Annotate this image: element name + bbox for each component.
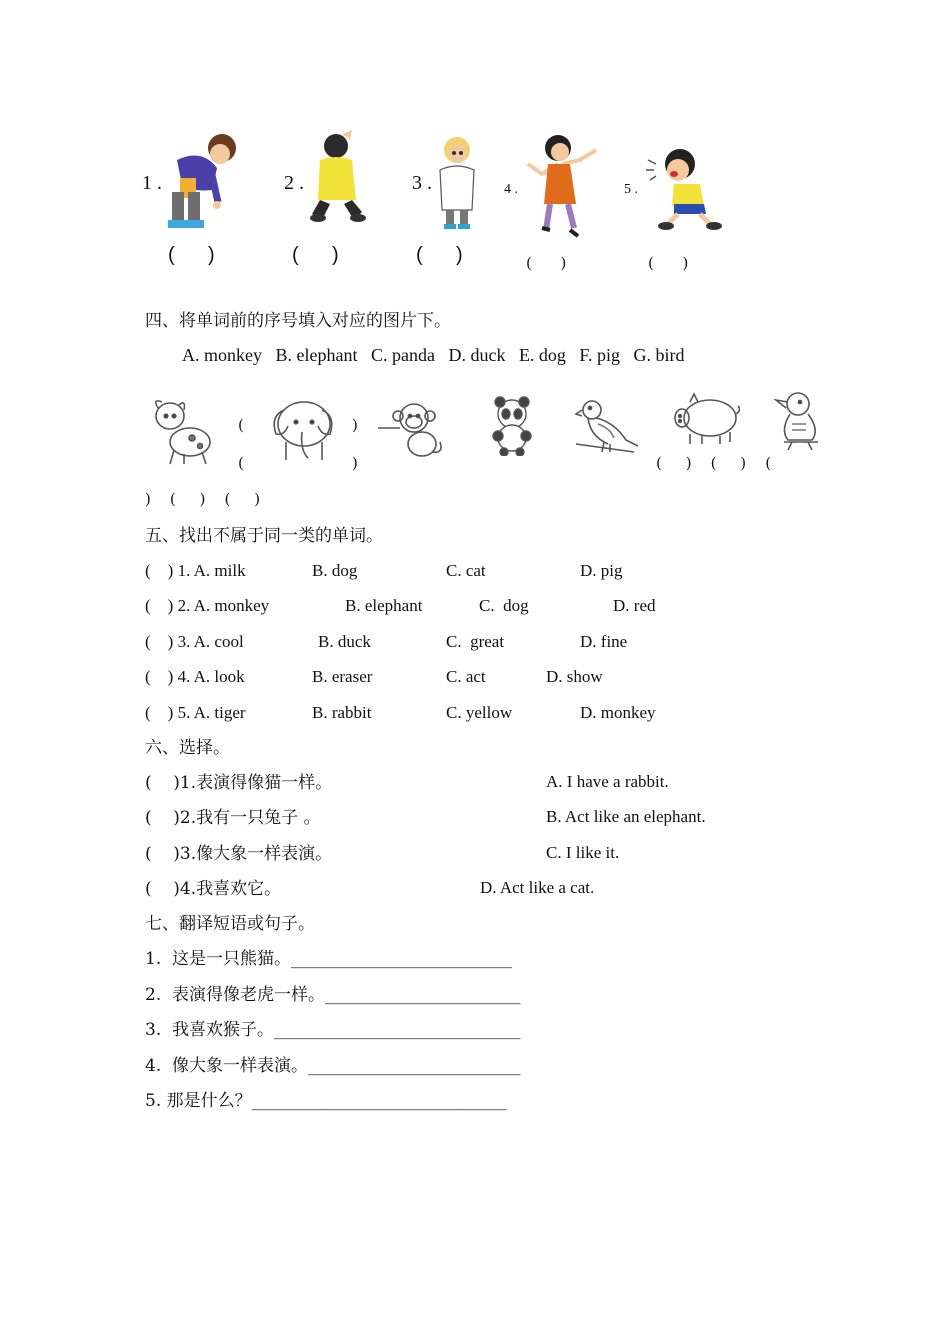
option-c: C. act xyxy=(446,667,486,686)
section7-title: 七、翻译短语或句子。 xyxy=(145,914,315,934)
dog-picture xyxy=(148,394,216,466)
option-b: B. dog xyxy=(312,561,358,580)
answer-parens-row3[interactable]: ) ( ) ( ) xyxy=(145,490,261,508)
item-number-1: 1 . xyxy=(142,172,162,194)
bird-picture xyxy=(574,396,640,458)
translate-item-2[interactable]: 2. 表演得像老虎一样。_______________________ xyxy=(145,985,521,1005)
translate-item-1[interactable]: 1. 这是一只熊猫。__________________________ xyxy=(145,949,513,969)
section4-title: 四、将单词前的序号填入对应的图片下。 xyxy=(145,311,451,331)
answer-paren-5[interactable]: ( ) xyxy=(648,254,689,272)
elephant-picture xyxy=(266,392,338,464)
match-answer-a: A. I have a rabbit. xyxy=(546,772,669,791)
option-c: C. yellow xyxy=(446,703,513,722)
translate-item-3[interactable]: 3. 我喜欢猴子。_____________________________ xyxy=(145,1020,521,1040)
girl-dancing-picture xyxy=(524,130,602,242)
answer-paren-3[interactable]: ( ) xyxy=(416,244,463,266)
row-question: ( ) 3. A. cool xyxy=(145,632,244,651)
match-question-4: ( )4.我喜欢它。 xyxy=(145,879,282,899)
monkey-picture xyxy=(376,398,448,462)
option-d: D. show xyxy=(546,667,603,686)
item-number-5: 5 . xyxy=(624,182,638,197)
section4-word-list: A. monkey B. elephant C. panda D. duck E. dog F. pig G. bird xyxy=(182,345,685,365)
option-d: D. red xyxy=(613,596,656,615)
pig-picture xyxy=(672,392,740,446)
translate-item-5[interactable]: 5. 那是什么？______________________________ xyxy=(145,1091,507,1111)
boy-shouting-picture xyxy=(644,146,726,232)
option-b: B. eraser xyxy=(312,667,373,686)
elephant-answer-open: ( xyxy=(238,454,244,472)
option-c: C. cat xyxy=(446,561,486,580)
match-question-1: ( )1.表演得像猫一样。 xyxy=(145,773,333,793)
match-question-2: ( )2.我有一只兔子 。 xyxy=(145,808,321,828)
answer-paren-2[interactable]: ( ) xyxy=(292,244,339,266)
item-number-4: 4 . xyxy=(504,182,518,197)
duck-picture xyxy=(770,390,830,452)
section6-title: 六、选择。 xyxy=(145,738,230,758)
option-d: D. monkey xyxy=(580,703,656,722)
item-number-2: 2 . xyxy=(284,172,304,194)
girl-jumping-picture xyxy=(306,130,368,230)
match-answer-d: D. Act like a cat. xyxy=(480,878,595,897)
answer-paren-1[interactable]: ( ) xyxy=(168,244,215,266)
match-answer-b: B. Act like an elephant. xyxy=(546,807,706,826)
option-b: B. elephant xyxy=(345,596,423,615)
boy-bending-picture xyxy=(162,130,242,232)
row-question: ( ) 1. A. milk xyxy=(145,561,246,580)
row-question: ( ) 4. A. look xyxy=(145,667,245,686)
dog-answer-open: ( xyxy=(238,416,244,434)
option-d: D. fine xyxy=(580,632,628,651)
match-question-3: ( )3.像大象一样表演。 xyxy=(145,844,333,864)
option-d: D. pig xyxy=(580,561,623,580)
answer-parens-row2[interactable]: ( ) ( ) ( xyxy=(656,454,772,472)
match-answer-c: C. I like it. xyxy=(546,843,620,862)
option-c: C. dog xyxy=(479,596,529,615)
row-question: ( ) 5. A. tiger xyxy=(145,703,246,722)
elephant-answer-close-2: ) xyxy=(352,454,358,472)
option-c: C. great xyxy=(446,632,505,651)
option-b: B. duck xyxy=(318,632,371,651)
elephant-answer-close: ) xyxy=(352,416,358,434)
section5-title: 五、找出不属于同一类的单词。 xyxy=(145,526,383,546)
panda-picture xyxy=(486,396,540,456)
answer-paren-4[interactable]: ( ) xyxy=(526,254,567,272)
girl-covering-ears-picture xyxy=(432,132,482,230)
option-b: B. rabbit xyxy=(312,703,372,722)
row-question: ( ) 2. A. monkey xyxy=(145,596,270,615)
item-number-3: 3 . xyxy=(412,172,432,194)
translate-item-4[interactable]: 4. 像大象一样表演。_________________________ xyxy=(145,1056,521,1076)
